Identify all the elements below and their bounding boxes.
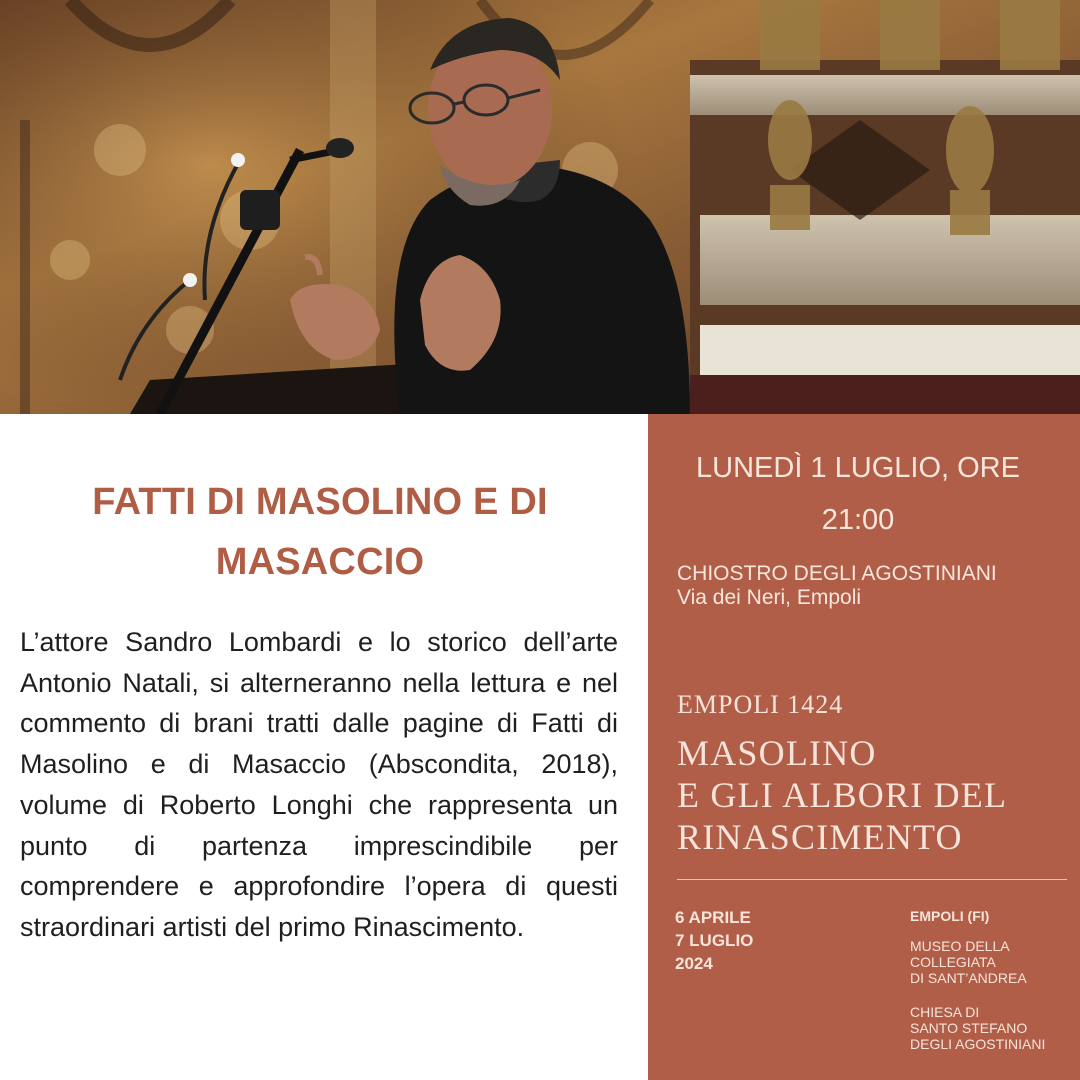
location-line: CHIESA DI	[910, 1004, 980, 1020]
event-description: L’attore Sandro Lombardi e lo storico dell’arte Antonio Natali, si alterneranno nella lettura e nel commento di brani tratti dalle pagine di Fatti di Masolino e di Masaccio (Abscondita, 2018), volume di Roberto Longhi che rappresenta un punto di partenza imprescindibile per comprendere e approfondire l’opera di questi straordinari artisti del primo Rinascimento.	[20, 627, 618, 942]
exhibition-date-start: 6 APRILE	[675, 908, 751, 927]
exhibition-logo	[677, 690, 1007, 858]
divider	[677, 879, 1067, 880]
venue-address: Via dei Neri, Empoli	[677, 586, 862, 609]
event-date-time: LUNEDÌ 1 LUGLIO, ORE 21:00	[696, 452, 1020, 536]
exhibition-date-end: 7 LUGLIO	[675, 931, 754, 950]
venue-name: CHIOSTRO DEGLI AGOSTINIANI	[677, 562, 997, 585]
location-line: DI SANT’ANDREA	[910, 970, 1027, 986]
exhibition-title-line-3: RINASCIMENTO	[677, 817, 963, 857]
exhibition-locations	[910, 908, 1045, 1070]
location-line: SANTO STEFANO	[910, 1020, 1028, 1036]
exhibition-kicker: EMPOLI 1424	[677, 690, 844, 719]
location-line: MUSEO DELLA	[910, 938, 1010, 954]
location-church	[910, 1004, 1045, 1052]
exhibition-year: 2024	[675, 954, 713, 973]
location-line: DEGLI AGOSTINIANI	[910, 1036, 1046, 1052]
exhibition-city: EMPOLI (FI)	[910, 908, 990, 924]
venue-block	[677, 562, 997, 610]
location-line: COLLEGIATA	[910, 954, 996, 970]
exhibition-dates	[675, 906, 753, 975]
event-title: FATTI DI MASOLINO E DI MASACCIO	[92, 481, 548, 583]
event-info-panel	[0, 414, 648, 1080]
exhibition-title-line-1: MASOLINO	[677, 733, 877, 773]
exhibition-title-line-2: E GLI ALBORI DEL	[677, 775, 1008, 815]
exhibition-panel	[648, 414, 1080, 1080]
header-photo	[0, 0, 1080, 414]
location-museum	[910, 938, 1045, 986]
speaker-photo-illustration	[0, 0, 1080, 414]
